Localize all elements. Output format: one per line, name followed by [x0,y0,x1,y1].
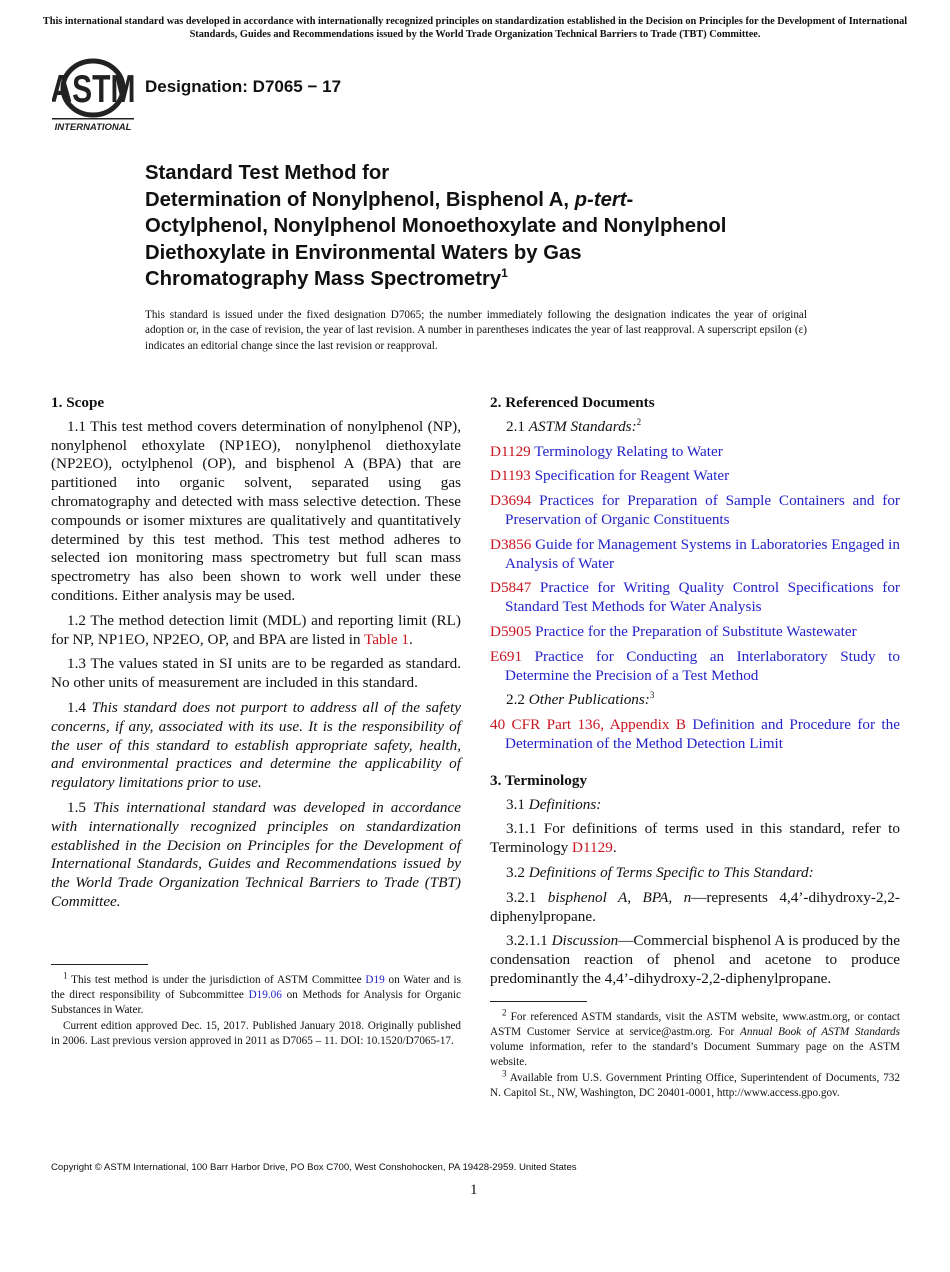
text-run: Definitions: [528,795,602,813]
reference-code-link[interactable]: Table 1 [364,630,409,648]
paragraph [51,655,461,693]
footnotes-right-area [490,1001,900,1101]
paragraph [490,932,900,988]
footnote-marker: 1 [501,266,508,281]
text-run: . [612,839,617,857]
text-run: . [408,630,413,648]
reference-item [490,467,900,486]
columns [51,394,899,1101]
text-run: 3.2 [506,863,529,881]
text-run: 3.2.1 [506,888,548,906]
reference-code-link[interactable]: D3694 [490,492,532,510]
footnote [51,1019,461,1049]
paragraph [51,418,461,606]
text-run: 1.4 [67,698,92,716]
title-line [145,266,845,293]
reference-code-link[interactable]: D5847 [490,579,532,597]
reference-code-link[interactable]: D5905 [490,622,532,640]
text-run: This test method is under the jurisdiction of ASTM Committee [67,974,366,986]
text-run: 3.1 [506,795,529,813]
text-run: For referenced ASTM standards, visit the ASTM website, www.astm.org, or contact ASTM Customer Service at service@astm.org. For [490,1010,900,1038]
paragraph [490,820,900,858]
text-run: on Water and is the direct responsibility of Subcommittee [51,974,462,1002]
text-run: - [626,188,634,211]
reference-item [490,443,900,462]
paragraph [490,691,900,710]
text-run: 1.1 This test method covers determination of nonylphenol (NP), nonylphenol ethoxylate (NP1EO), nonylphenol diethoxylate (NP2EO), octylphenol (OP), and bisphenol A (BPA) that are partitioned into organic solvent, separated using gas chromatography and detected with mass selective detection. These compounds or isomer mixtures are qualitatively and quantitatively determined by this test method. This test method adheres to selected ion monitoring mass spectrometry but full scan mass spectrometry has also been shown to work well under these conditions. Either analysis may be used. [51,417,461,604]
text-run: p-tert [574,188,627,211]
footnote-marker: 2 [502,1006,507,1017]
link[interactable]: Specification for Reagent Water [530,467,730,485]
footnote [51,970,462,1019]
title-line [145,187,845,214]
text-run: 2.1 [506,417,529,435]
text-run: volume information, refer to the standard’s Document Summary page on the ASTM website. [490,1041,900,1069]
footnote-divider [51,964,148,965]
text-run: 2. Referenced Documents [490,394,655,411]
text-run: Available from U.S. Government Printing Office, Superintendent of Documents, 732 N. Capitol St., NW, Washington, DC 20401-0001, http://www.access.gpo.gov. [490,1071,900,1099]
link[interactable]: Practice for the Preparation of Substitute Wastewater [531,622,857,640]
link[interactable]: Practice for Writing Quality Control Specifications for Standard Test Methods for Water Analysis [505,579,900,616]
footnote-marker: 3 [502,1067,507,1078]
text-run: bisphenol A, BPA, n [547,888,692,906]
text-run: ASTM Standards: [528,417,637,435]
footnotes-right [490,1006,900,1101]
text-run: Octylphenol, Nonylphenol Monoethoxylate and Nonylphenol [145,215,727,237]
reference-item [490,716,900,754]
intro-note [145,308,807,354]
link[interactable]: Practices for Preparation of Sample Containers and for Preservation of Organic Constituents [505,492,900,528]
paragraph [490,889,900,927]
page-number: 1 [470,1182,478,1198]
text-run: 2.2 [506,691,529,709]
title-line [145,240,845,267]
reference-item [490,579,900,617]
reference-code-link[interactable]: D1129 [572,839,613,857]
link[interactable]: Definition and Procedure for the Determination of the Method Detection Limit [505,716,900,752]
text-run: Determination of Nonylphenol, Bisphenol A, [145,188,575,211]
footnotes-left-area [51,964,461,1049]
link[interactable]: Practice for Conducting an Interlaboratory Study to Determine the Precision of a Test Method [505,647,900,684]
svg-text:INTERNATIONAL: INTERNATIONAL [54,122,132,132]
copyright: Copyright © ASTM International, 100 Barr Harbor Drive, PO Box C700, West Conshohocken, PA 19428-2959. United States [51,1162,577,1173]
text-run: This international standard was developed in accordance with internationally recognized principles on standardization established in the Decision on Principles for the Development of International Standards, Guides and Recommendations issued by the World Trade Organization Technical Barriers to Trade (TBT) Committee. [51,798,462,910]
text-run: —Commercial bisphenol A is produced by the condensation reaction of phenol and acetone to produce predominantly the 4,4’-dihydroxy-2,2-diphenylpropane. [490,932,901,987]
text-run: 3. Terminology [490,771,588,789]
paragraph [490,864,900,883]
reference-item [490,536,900,574]
header-notice: This international standard was developed in accordance with internationally recognized principles on standardization established in the Decision on Principles for the Development of International Standards, Guides and Recommendations issued by the World Trade Organization Technical Barriers to Trade (TBT) Committee. [42,16,908,40]
reference-code-link[interactable]: D1193 [490,467,531,485]
reference-item [490,492,900,530]
text-run: 3.2.1.1 [506,932,552,950]
right-column-body [490,394,900,995]
left-column [51,394,461,1049]
text-run: Other Publications: [528,691,650,709]
link[interactable]: D19.06 [248,989,282,1002]
footnote [490,1067,900,1101]
paragraph [51,699,461,793]
paragraph [51,799,461,912]
reference-code-link[interactable]: 40 CFR Part 136, Appendix B [490,716,686,734]
footnote-marker: 1 [63,970,68,981]
text-run: on Methods for Analysis for Organic Substances in Water. [51,989,461,1017]
link[interactable]: Guide for Management Systems in Laboratories Engaged in Analysis of Water [505,535,900,572]
footnote-marker: 2 [636,416,642,427]
reference-item [490,623,900,642]
section-heading [490,394,900,413]
paragraph [490,418,900,437]
page-footer [51,1147,899,1199]
reference-code-link[interactable]: E691 [490,647,523,665]
footnote-marker: 3 [649,690,655,701]
text-run: —represents 4,4’-dihydroxy-2,2-diphenylpropane. [490,888,900,925]
right-column [490,394,900,1101]
svg-text:ASTM: ASTM [52,68,134,112]
document-title [145,160,845,293]
text-run: This standard does not purport to address all of the safety concerns, if any, associated with its use. It is the responsibility of the user of this standard to establish appropriate safety, health, and environmental practices and determine the applicability of regulatory limitations prior to use. [51,698,462,792]
paragraph [490,796,900,815]
section-heading [51,394,461,413]
text-run: Definitions of Terms Specific to This Standard: [528,863,814,881]
text-run: Diethoxylate in Environmental Waters by Gas [145,241,582,264]
section-heading [490,772,900,791]
footnote-divider [490,1001,587,1002]
reference-code-link[interactable]: D3856 [490,535,532,553]
text-run: Standard Test Method for [145,162,390,184]
link[interactable]: Terminology Relating to Water [530,442,723,460]
title-line [145,160,845,187]
astm-logo [52,58,134,132]
text-run: 1.2 The method detection limit (MDL) and reporting limit (RL) for NP, NP1EO, NP2EO, OP, and BPA are listed in [51,611,461,648]
paragraph [51,612,461,650]
text-run: Annual Book of ASTM Standards [740,1025,900,1038]
reference-code-link[interactable]: D1129 [490,442,531,460]
footnote [490,1006,900,1071]
text-run: 1.3 The values stated in SI units are to be regarded as standard. No other units of measurement are included in this standard. [51,655,461,692]
text-run: Discussion [551,932,619,950]
text-run: 1.5 [67,798,93,816]
link[interactable]: D19 [365,974,385,986]
reference-item [490,648,900,686]
designation: Designation: D7065 − 17 [145,77,342,96]
text-run: 1. Scope [51,394,105,411]
text-run: Current edition approved Dec. 15, 2017. Published January 2018. Originally published in 2006. Last previous version approved in 2011 as D7065 – 11. DOI: 10.1520/D7065-17. [51,1019,461,1047]
text-run: 3.1.1 For definitions of terms used in this standard, refer to Terminology [490,820,900,857]
text-run: This standard is issued under the fixed designation D7065; the number immediately following the designation indicates the year of original adoption or, in the case of revision, the year of last revision. A number in parentheses indicates the year of last reapproval. A superscript epsilon (ε) indicates an editorial change since the last revision or reapproval. [145,309,807,352]
main-content [51,394,899,1199]
footnotes-left [51,970,462,1049]
text-run: Chromatography Mass Spectrometry [145,268,502,290]
left-column-body [51,394,461,958]
title-line [145,213,845,240]
